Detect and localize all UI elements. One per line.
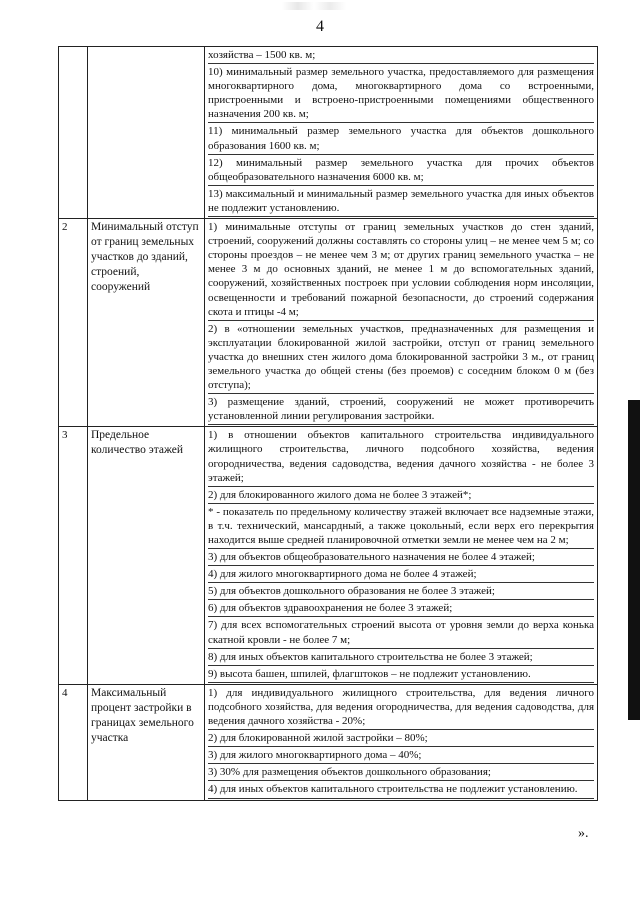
closing-quote: ».	[578, 826, 589, 841]
parameter-item: хозяйства – 1500 кв. м;	[208, 48, 594, 64]
parameter-name: Предельное количество этажей	[91, 429, 184, 457]
parameter-item: 2) для блокированного жилого дома не более 3 этажей*;	[208, 488, 594, 504]
parameter-item: 2) для блокированной жилой застройки – 80%;	[208, 731, 594, 747]
parameter-item: 10) минимальный размер земельного участка, предоставляемого для размещения многоквартирного дома, многоквартирного дома со встроенными, пристроенными и встроено-пристроенными помещениями общественного назначения 200 кв. м;	[208, 65, 594, 123]
row-number	[59, 47, 88, 219]
row-number: 4	[59, 684, 88, 800]
parameter-item: * - показатель по предельному количеству этажей включает все надземные этажи, в т.ч. технический, мансардный, а также цокольный, если верх его перекрытия находится выше средней планировочной отметки земли не менее чем на 2 м;	[208, 505, 594, 549]
parameter-item: 3) размещение зданий, строений, сооружений не может противоречить установленной линии регулирования застройки.	[208, 395, 594, 425]
regulations-table	[58, 46, 598, 801]
parameter-item: 3) 30% для размещения объектов дошкольного образования;	[208, 765, 594, 781]
parameter-item: 3) для объектов общеобразовательного назначения не более 4 этажей;	[208, 550, 594, 566]
row-number: 3	[59, 427, 88, 685]
table-body	[59, 47, 598, 801]
parameter-item: 8) для иных объектов капитального строительства не более 3 этажей;	[208, 650, 594, 666]
parameter-value-cell	[205, 47, 598, 219]
parameter-name-cell	[88, 684, 205, 800]
parameter-item: 3) для жилого многоквартирного дома – 40%;	[208, 748, 594, 764]
table-row	[59, 427, 598, 685]
row-number: 2	[59, 219, 88, 427]
table-row	[59, 47, 598, 219]
parameter-item: 1) для индивидуального жилищного строительства, для ведения личного подсобного хозяйства, для ведения огородничества, для ведения садоводства, для ведения дачного хозяйства - 20%;	[208, 686, 594, 730]
parameter-item: 7) для всех вспомогательных строений высота от уровня земли до верха конька скатной кровли - не более 7 м;	[208, 618, 594, 648]
scan-edge-mark	[628, 400, 640, 720]
parameter-item: 2) в «отношении земельных участков, предназначенных для размещения и эксплуатации блокированной жилой застройки, отступ от границ земельного участка до внешних стен жилого дома блокированной застройки 3 м., от границ земельного участка до общей стены (без проемов) с соседним блоком 0 м (без отступа);	[208, 322, 594, 394]
parameter-item: 4) для иных объектов капитального строительства не подлежит установлению.	[208, 782, 594, 798]
parameter-value-cell	[205, 427, 598, 685]
page-number: 4	[316, 18, 324, 35]
parameter-name: Максимальный процент застройки в границах земельного участка	[91, 686, 194, 744]
parameter-item: 13) максимальный и минимальный размер земельного участка для иных объектов не подлежит установлению.	[208, 187, 594, 217]
parameter-item: 6) для объектов здравоохранения не более 3 этажей;	[208, 601, 594, 617]
parameter-value-cell	[205, 684, 598, 800]
parameter-item: 9) высота башен, шпилей, флагштоков – не подлежит установлению.	[208, 667, 594, 683]
scan-artifact	[282, 2, 362, 10]
parameter-name-cell	[88, 427, 205, 685]
parameter-name-cell	[88, 219, 205, 427]
parameter-name-cell	[88, 47, 205, 219]
parameter-item: 12) минимальный размер земельного участка для прочих объектов общеобразовательного назначения 6000 кв. м;	[208, 156, 594, 186]
parameter-name: Минимальный отступ от границ земельных участков до зданий, строений, сооружений	[91, 221, 199, 294]
parameter-item: 5) для объектов дошкольного образования не более 3 этажей;	[208, 584, 594, 600]
parameter-value-cell	[205, 219, 598, 427]
parameter-item: 1) в отношении объектов капитального строительства индивидуального жилищного строительства, личного подсобного хозяйства, ведения огородничества, ведения садоводства, ведения дачного хозяйства - не более 3 этажей;	[208, 428, 594, 486]
table-row	[59, 684, 598, 800]
parameter-item: 4) для жилого многоквартирного дома не более 4 этажей;	[208, 567, 594, 583]
parameter-item: 1) минимальные отступы от границ земельных участков до стен зданий, строений, сооружений должны составлять со стороны улиц – не менее чем 5 м; со стороны проездов – не менее чем 3 м; от других границ земельного участка – не менее 3 м до основных зданий, не менее 1 м до вспомогательных зданий, сооружений, хозяйственных построек при условии соблюдения норм инсоляции, освещенности и требований пожарной безопасности, до строений содержания скота и птицы -4 м;	[208, 220, 594, 321]
table-row	[59, 219, 598, 427]
parameter-item: 11) минимальный размер земельного участка для объектов дошкольного образования 1600 кв. м;	[208, 124, 594, 154]
